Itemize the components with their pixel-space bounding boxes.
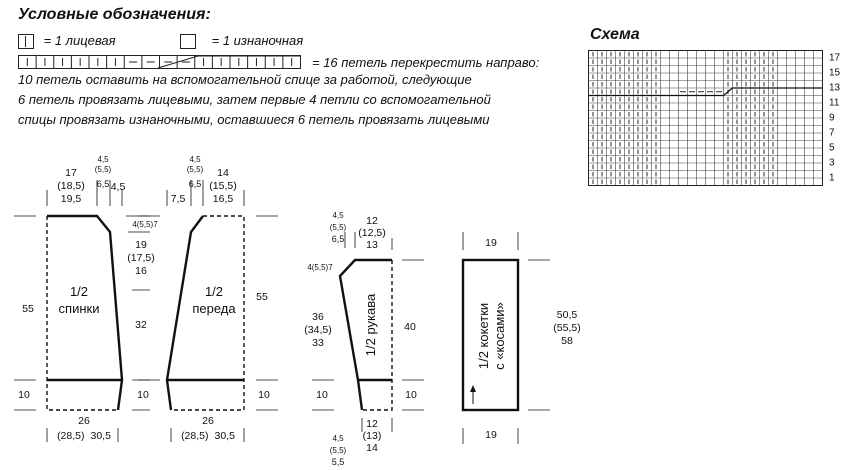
- svg-text:(18,5): (18,5): [57, 180, 85, 192]
- svg-text:50,5: 50,5: [556, 309, 578, 321]
- svg-text:19,5: 19,5: [60, 193, 82, 205]
- svg-text:12: 12: [366, 418, 378, 430]
- svg-text:(28,5)30,5: (28,5) 30,5: [181, 430, 235, 442]
- svg-text:4,5: 4,5: [97, 155, 109, 164]
- legend-purl-row: [180, 32, 303, 49]
- svg-text:4,5: 4,5: [189, 155, 201, 164]
- legend-cable-desc-2: 6 петель провязать лицевыми, затем первые 4 петли со вспомогательной: [18, 92, 491, 107]
- svg-text:5,5: 5,5: [331, 457, 345, 467]
- svg-text:7,5: 7,5: [170, 193, 186, 205]
- scheme-row-number: 3: [829, 157, 835, 169]
- svg-text:55: 55: [256, 291, 268, 303]
- front-piece: [132, 155, 278, 442]
- svg-text:36: 36: [312, 311, 324, 323]
- svg-text:32: 32: [135, 319, 147, 331]
- svg-text:10: 10: [18, 389, 30, 401]
- legend-purl-text: = 1 изнаночная: [211, 33, 304, 48]
- svg-text:6,5: 6,5: [96, 179, 110, 189]
- scheme-row-number: 17: [829, 52, 841, 64]
- svg-text:26: 26: [78, 415, 90, 427]
- svg-text:(28,5)30,5: (28,5) 30,5: [57, 430, 111, 442]
- svg-text:(13): (13): [362, 430, 382, 442]
- scheme-row-number: 15: [829, 67, 841, 79]
- svg-text:(15,5): (15,5): [209, 180, 237, 192]
- back-outline: [47, 216, 122, 410]
- legend-cable-desc-3: спицы провязать изнаночными, оставшиеся 6 петель провязать лицевыми: [18, 112, 490, 127]
- front-label-1: 1/2: [204, 284, 224, 299]
- svg-text:(55,5): (55,5): [553, 322, 581, 334]
- svg-text:(34,5): (34,5): [304, 324, 332, 336]
- scheme-chart: [588, 50, 854, 186]
- scheme-row-number: 11: [829, 97, 840, 109]
- back-label-2: спинки: [58, 301, 100, 316]
- svg-text:с «косами»: с «косами»: [492, 302, 507, 370]
- back-label-1: 1/2: [69, 284, 89, 299]
- svg-text:1/2 кокетки: 1/2 кокетки: [476, 302, 491, 370]
- purl-symbol-icon: [180, 34, 196, 49]
- svg-text:4(5,5)7: 4(5,5)7: [307, 263, 333, 272]
- back-piece: [14, 155, 155, 442]
- sleeve-piece: [304, 211, 424, 467]
- sleeve-outline: [340, 260, 392, 410]
- svg-text:19: 19: [485, 429, 497, 441]
- svg-text:10: 10: [258, 389, 270, 401]
- svg-text:19: 19: [485, 237, 497, 249]
- svg-text:4,5: 4,5: [110, 181, 126, 193]
- scheme-title: Схема: [590, 26, 640, 43]
- knit-symbol-icon: [18, 34, 34, 49]
- svg-text:6,5: 6,5: [331, 234, 345, 244]
- svg-text:(5,5): (5,5): [186, 165, 204, 174]
- svg-text:(5,5): (5,5): [329, 446, 347, 455]
- svg-text:17: 17: [65, 167, 77, 179]
- svg-text:4(5,5)7: 4(5,5)7: [132, 220, 158, 229]
- yoke-piece: [463, 232, 581, 444]
- legend-cable-text: = 16 петель перекрестить направо:: [312, 55, 540, 70]
- svg-text:26: 26: [202, 415, 214, 427]
- front-label-2: переда: [192, 301, 236, 316]
- svg-text:(5,5): (5,5): [329, 223, 347, 232]
- legend-title: Условные обозначения:: [18, 6, 211, 23]
- svg-text:19: 19: [135, 239, 147, 251]
- scheme-row-number: 9: [829, 112, 835, 124]
- yoke-outline: [463, 260, 518, 410]
- svg-text:4,5: 4,5: [332, 211, 344, 220]
- svg-text:10: 10: [405, 389, 417, 401]
- svg-text:13: 13: [366, 239, 378, 251]
- svg-text:14: 14: [366, 442, 378, 454]
- svg-text:16,5: 16,5: [212, 193, 234, 205]
- legend-knit-text: = 1 лицевая: [43, 33, 116, 48]
- svg-text:14: 14: [217, 167, 229, 179]
- svg-text:16: 16: [135, 265, 147, 277]
- svg-text:55: 55: [22, 303, 34, 315]
- scheme-row-number: 5: [829, 142, 835, 154]
- svg-text:58: 58: [561, 335, 573, 347]
- svg-text:(17,5): (17,5): [127, 252, 155, 264]
- scheme-row-number: 1: [829, 172, 835, 184]
- cable-symbol-icon: [18, 55, 304, 70]
- svg-text:4,5: 4,5: [332, 434, 344, 443]
- scheme-row-number: 7: [829, 127, 835, 139]
- svg-text:(12,5): (12,5): [358, 227, 386, 239]
- svg-text:(5,5): (5,5): [94, 165, 112, 174]
- svg-text:10: 10: [137, 389, 149, 401]
- front-outline: [167, 216, 203, 410]
- sleeve-label: 1/2 рукава: [363, 293, 378, 357]
- svg-text:40: 40: [404, 321, 416, 333]
- svg-text:10: 10: [316, 389, 328, 401]
- legend-cable-desc-1: 10 петель оставить на вспомогательной спице за работой, следующие: [18, 72, 472, 87]
- svg-text:6,5: 6,5: [188, 179, 202, 189]
- scheme-row-number: 13: [829, 82, 841, 94]
- svg-text:33: 33: [312, 337, 324, 349]
- legend-knit-row: [18, 32, 116, 49]
- svg-text:12: 12: [366, 215, 378, 227]
